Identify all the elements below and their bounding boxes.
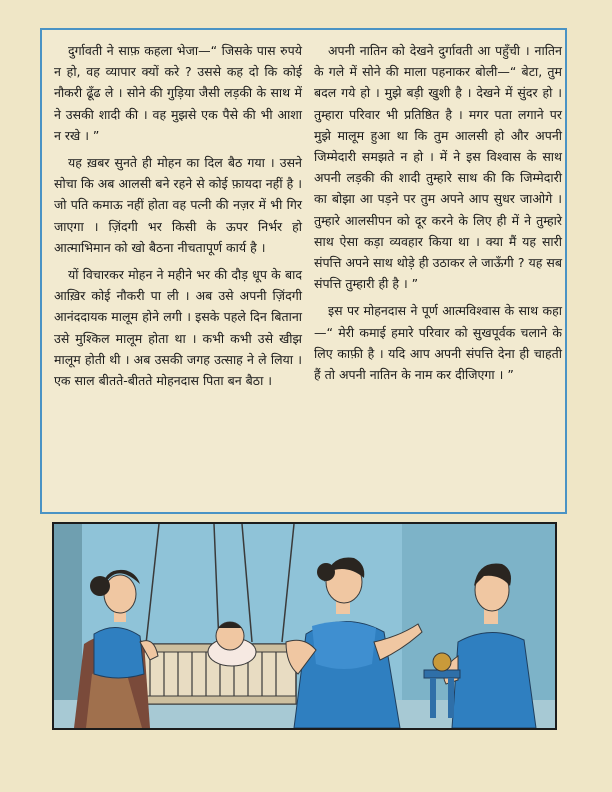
paragraph: यह ख़बर सुनते ही मोहन का दिल बैठ गया । उसने सोचा कि अब आलसी बने रहने से कोई फ़ायदा नहीं है । जो पति कमाऊ नहीं होता वह पत्नी की नज़र में भी गिर जाएगा । ज़िंदगी भर किसी के ऊपर निर्भर हो आत्माभिमान को खो बैठना नीचतापूर्ण कार्य है ।: [54, 155, 302, 255]
left-text-column: [54, 40, 302, 397]
story-illustration: [52, 522, 557, 730]
story-text-frame: [40, 28, 567, 514]
paragraph: अपनी नातिन को देखने दुर्गावती आ पहुँची । नातिन के गले में सोने की माला पहनाकर बोली—“ बेटा, तुम बदल गये हो । मुझे बड़ी खुशी है । देखने में सुंदर हो । तुम्हारा परिवार भी प्रतिष्ठित है । मगर पता लगाने पर मुझे मालूम हुआ था कि तुम आलसी हो और अपनी जिम्मेदारी समझते न हो । में ने इस विश्वास के साथ अपनी लड़की की शादी तुम्हारे साथ की कि जिम्मेदारी का बोझा आ पड़ने पर तुम अपने आप सुधर जाओगे । तुम्हारे आलसीपन को दूर करने के लिए ही में ने तुम्हारे साथ ऐसा कड़ा व्यवहार किया था । क्या मैं यह सारी संपत्ति अपने साथ थोड़े ही उठाकर ले जाऊँगी ? यह सब संपत्ति तुम्हारी ही है । ”: [314, 43, 562, 292]
paragraph: यों विचारकर मोहन ने महीने भर की दौड़ धूप के बाद आख़िर कोई नौकरी पा ली । अब उसे अपनी ज़िंदगी आनंददायक मालूम होने लगी । इसके पहले दिन बिताना उसे मुश्किल मालूम होता था । कभी कभी उसे खीझ मालूम होती थी । अब उसकी जगह उत्साह ने ले लिया । एक साल बीतते-बीतते मोहनदास पिता बन बैठा ।: [54, 267, 302, 389]
right-text-column: [314, 40, 562, 391]
paragraph: दुर्गावती ने साफ़ कहला भेजा—“ जिसके पास रुपये न हो, वह व्यापार क्यों करे ? उससे कह दो कि कोई नौकरी ढूँढ ले । सोने की गुड़िया जैसी लड़की के साथ में ने उसकी शादी की । वह मुझसे एक पैसे की भी आशा न रखे । ”: [54, 43, 302, 143]
paragraph: इस पर मोहनदास ने पूर्ण आत्मविश्वास के साथ कहा—“ मेरी कमाई हमारे परिवार को सुखपूर्वक चलाने के लिए काफ़ी है । यदि आप अपनी संपत्ति देना ही चाहती हैं तो अपनी नातिन के नाम कर दीजिएगा । ”: [314, 303, 562, 383]
illustration-scene: [54, 524, 555, 728]
brass-pot: [433, 653, 451, 671]
